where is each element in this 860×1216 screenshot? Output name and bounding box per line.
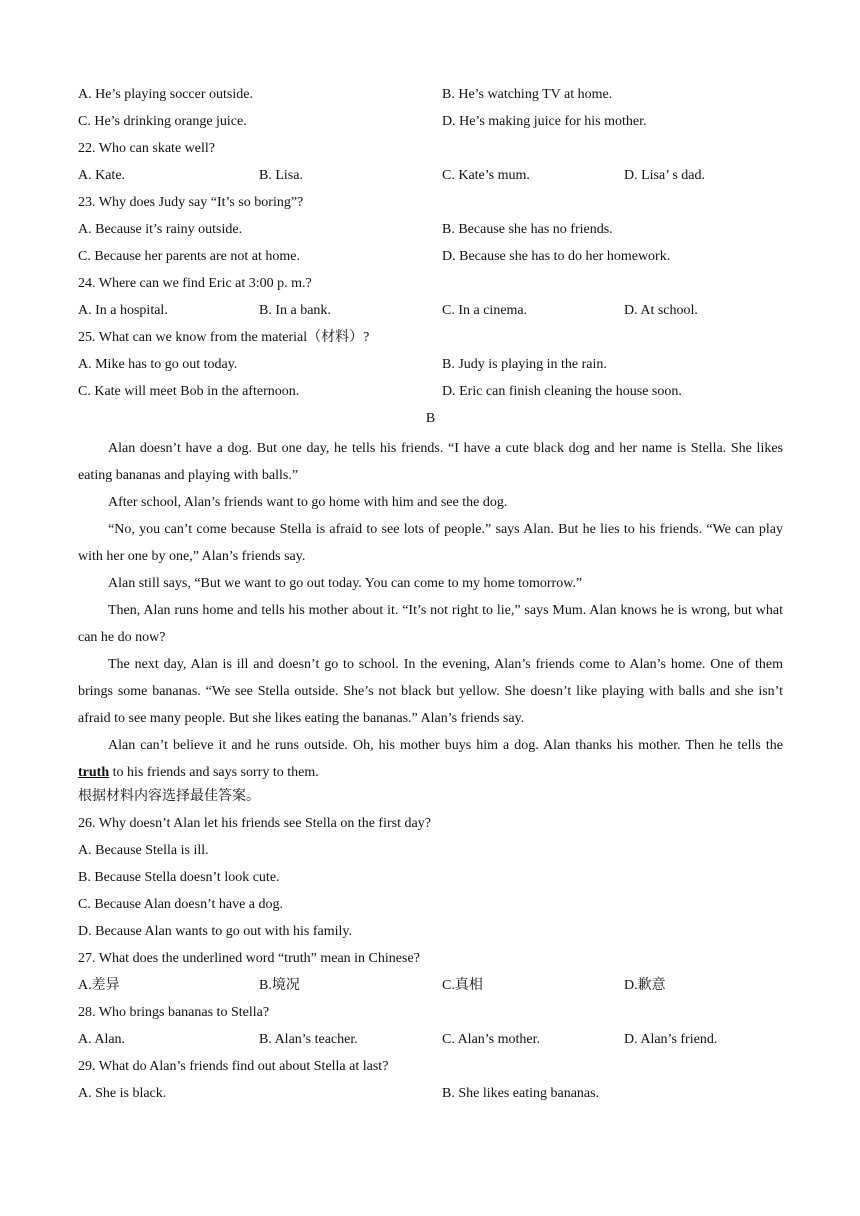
q25-option-c: C. Kate will meet Bob in the afternoon. (78, 384, 300, 399)
passage-paragraph-4: Alan still says, “But we want to go out today. You can come to my home tomorrow.” (108, 576, 583, 591)
q28-question: 28. Who brings bananas to Stella? (78, 1005, 270, 1020)
exam-page (78, 84, 783, 1110)
q27-option-a: A.差异 (78, 978, 120, 993)
q26-question: 26. Why doesn’t Alan let his friends see Stella on the first day? (78, 816, 431, 831)
q28-option-d: D. Alan’s friend. (624, 1032, 718, 1047)
q24-option-b: B. In a bank. (259, 303, 331, 318)
underlined-keyword: truth (78, 765, 110, 780)
instruction-text: 根据材料内容选择最佳答案。 (78, 789, 260, 804)
q29-question: 29. What do Alan’s friends find out about Stella at last? (78, 1059, 389, 1074)
q21-options-row-2 (78, 111, 783, 138)
q28-options (78, 1029, 783, 1056)
q23-question: 23. Why does Judy say “It’s so boring”? (78, 195, 304, 210)
q25-option-b: B. Judy is playing in the rain. (442, 357, 607, 372)
q25-options-row-2 (78, 381, 783, 408)
q26-option-a: A. Because Stella is ill. (78, 843, 209, 858)
q29-option-a: A. She is black. (78, 1086, 167, 1101)
q25-options-row-1 (78, 354, 783, 381)
q24-options (78, 300, 783, 327)
q28-option-c: C. Alan’s mother. (442, 1032, 540, 1047)
q24-option-d: D. At school. (624, 303, 698, 318)
q22-option-b: B. Lisa. (259, 168, 303, 183)
q29-options (78, 1083, 783, 1110)
passage-paragraph-6: The next day, Alan is ill and doesn’t go to school. In the evening, Alan’s friends come to Alan’s home. One of them brings some bananas. “We see Stella outside. She’s not black but yellow. She doesn’t like playing with balls and she isn’t afraid to see many people. But she likes eating the bananas.” Alan’s friends say. (78, 657, 783, 726)
q25-option-d: D. Eric can finish cleaning the house soon. (442, 384, 682, 399)
q23-option-b: B. Because she has no friends. (442, 222, 613, 237)
q28-option-a: A. Alan. (78, 1032, 126, 1047)
q22-option-a: A. Kate. (78, 168, 126, 183)
q27-options (78, 975, 783, 1002)
passage-paragraph-2: After school, Alan’s friends want to go home with him and see the dog. (108, 495, 508, 510)
paragraph-7-text-start: Alan can’t believe it and he runs outside. Oh, his mother buys him a dog. Alan thanks his mother. Then he tells the (108, 738, 783, 753)
q23-options-row-1 (78, 219, 783, 246)
passage-paragraph-5: Then, Alan runs home and tells his mother about it. “It’s not right to lie,” says Mum. Alan knows he is wrong, but what can he do now? (78, 603, 783, 645)
q22-options (78, 165, 783, 192)
q27-option-c: C.真相 (442, 978, 483, 993)
passage-paragraph-1: Alan doesn’t have a dog. But one day, he tells his friends. “I have a cute black dog and her name is Stella. She likes eating bananas and playing with balls.” (78, 441, 783, 483)
q26-option-b: B. Because Stella doesn’t look cute. (78, 870, 280, 885)
q22-question: 22. Who can skate well? (78, 141, 215, 156)
q27-question: 27. What does the underlined word “truth” mean in Chinese? (78, 951, 420, 966)
q23-option-c: C. Because her parents are not at home. (78, 249, 300, 264)
passage-paragraph-7 (78, 732, 783, 786)
q25-question: 25. What can we know from the material（材料）? (78, 330, 370, 345)
q23-option-a: A. Because it’s rainy outside. (78, 222, 243, 237)
section-b-heading: B (425, 411, 436, 426)
q24-option-c: C. In a cinema. (442, 303, 528, 318)
q25-option-a: A. Mike has to go out today. (78, 357, 238, 372)
q23-option-d: D. Because she has to do her homework. (442, 249, 671, 264)
q21-option-b: B. He’s watching TV at home. (442, 87, 613, 102)
q22-option-c: C. Kate’s mum. (442, 168, 530, 183)
q22-option-d: D. Lisa’ s dad. (624, 168, 705, 183)
q26-option-c: C. Because Alan doesn’t have a dog. (78, 897, 284, 912)
q27-option-d: D.歉意 (624, 978, 666, 993)
q24-option-a: A. In a hospital. (78, 303, 168, 318)
q29-option-b: B. She likes eating bananas. (442, 1086, 600, 1101)
q24-question: 24. Where can we find Eric at 3:00 p. m.? (78, 276, 312, 291)
paragraph-7-text-end: to his friends and says sorry to them. (109, 765, 319, 780)
q21-option-a: A. He’s playing soccer outside. (78, 87, 253, 102)
q21-option-d: D. He’s making juice for his mother. (442, 114, 647, 129)
q26-option-d: D. Because Alan wants to go out with his family. (78, 924, 352, 939)
q27-option-b: B.境况 (259, 978, 300, 993)
passage-paragraph-3: “No, you can’t come because Stella is afraid to see lots of people.” says Alan. But he lies to his friends. “We can play with her one by one,” Alan’s friends say. (78, 522, 783, 564)
q21-options-row-1 (78, 84, 783, 111)
q23-options-row-2 (78, 246, 783, 273)
q28-option-b: B. Alan’s teacher. (259, 1032, 358, 1047)
q21-option-c: C. He’s drinking orange juice. (78, 114, 247, 129)
